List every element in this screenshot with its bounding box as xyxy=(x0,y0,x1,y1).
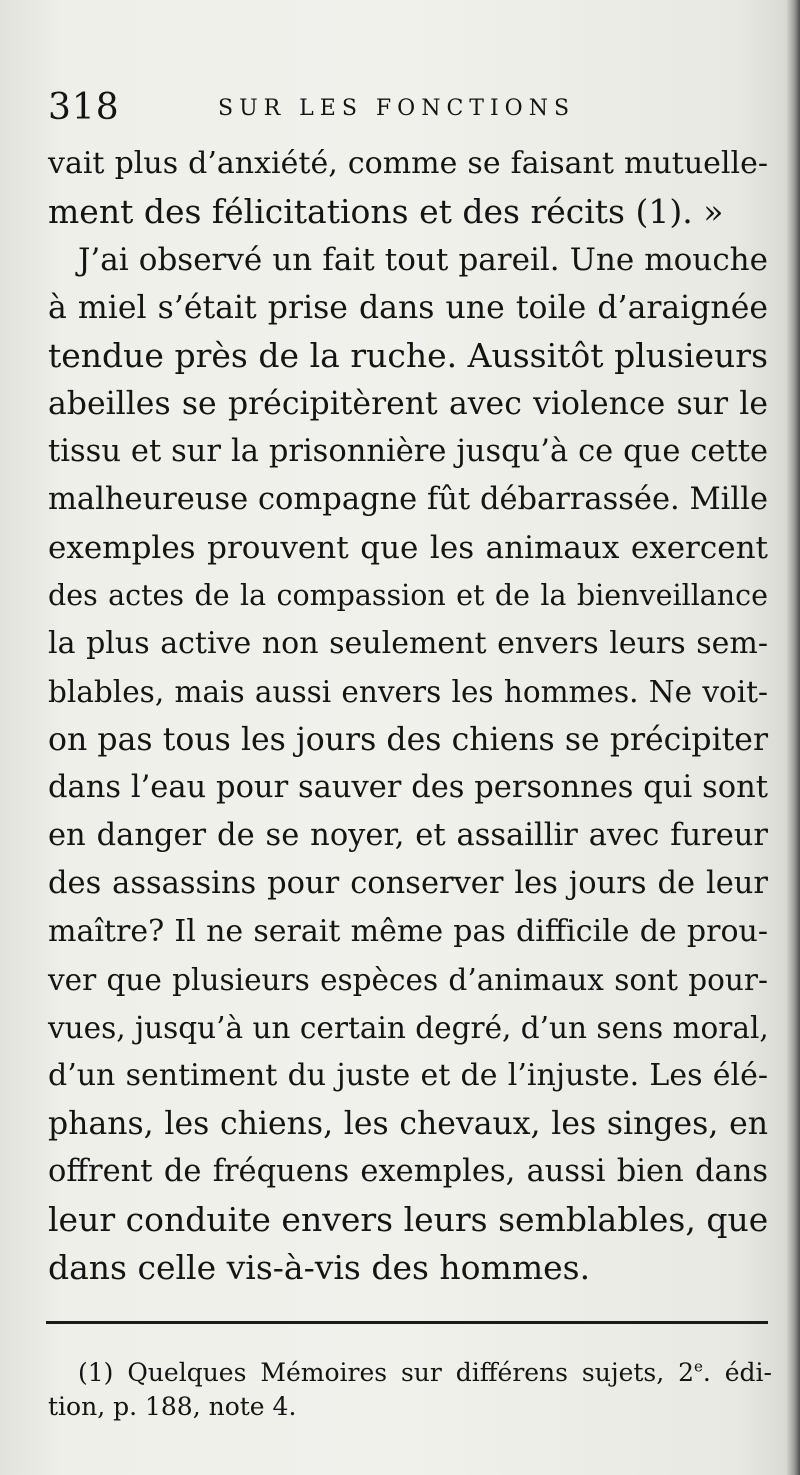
page-number: 318 xyxy=(48,87,120,128)
text-line: J’ai observé un fait tout pareil. Une mouche xyxy=(78,242,768,278)
text-line: dans celle vis-à-vis des hommes. xyxy=(48,1248,591,1287)
text-line: tissu et sur la prisonnière jusqu’à ce que cette xyxy=(48,434,768,469)
text-line: leur conduite envers leurs semblables, que xyxy=(48,1200,769,1239)
text-line: vait plus d’anxiété, comme se faisant mutuelle- xyxy=(48,146,768,181)
text-line: offrent de fréquens exemples, aussi bien dans xyxy=(48,1154,768,1189)
text-line: tendue près de la ruche. Aussitôt plusieurs xyxy=(48,336,768,375)
text-line: blables, mais aussi envers les hommes. Ne voit- xyxy=(48,675,768,709)
text-line: des assassins pour conserver les jours de leur xyxy=(48,866,768,901)
body-text xyxy=(48,140,768,1292)
text-line: dans l’eau pour sauver des personnes qui sont xyxy=(48,770,768,805)
text-line: exemples prouvent que les animaux exercent xyxy=(48,530,768,566)
text-line: d’un sentiment du juste et de l’injuste. Les élé- xyxy=(48,1058,768,1093)
text-line: à miel s’était prise dans une toile d’araignée xyxy=(48,290,768,326)
text-line: maître? Il ne serait même pas difficile de prou- xyxy=(48,914,768,949)
footnote-line: tion, p. 188, note 4. xyxy=(48,1392,297,1421)
text-line: des actes de la compassion et de la bienveillance xyxy=(48,579,768,612)
footnote-superscript: e xyxy=(694,1357,703,1376)
footnote-text-end: . édi- xyxy=(702,1358,773,1387)
text-line: la plus active non seulement envers leurs sem- xyxy=(48,626,768,661)
running-header xyxy=(48,86,748,130)
text-line: on pas tous les jours des chiens se précipiter xyxy=(48,722,768,758)
footnotes xyxy=(48,1356,772,1424)
text-line: malheureuse compagne fût débarrassée. Mille xyxy=(48,482,768,517)
text-line: en danger de se noyer, et assaillir avec fureur xyxy=(48,818,768,853)
footnote-text: (1) Quelques Mémoires sur différens sujets, 2 xyxy=(78,1358,695,1387)
text-line: abeilles se précipitèrent avec violence sur le xyxy=(48,386,768,422)
text-line: vues, jusqu’à un certain degré, d’un sens moral, xyxy=(48,1011,769,1045)
footnote-line xyxy=(48,1356,772,1390)
page-gutter-shadow xyxy=(786,0,800,1475)
footnote-rule xyxy=(46,1321,768,1324)
running-title: SUR LES FONCTIONS xyxy=(218,96,576,121)
text-line: ver que plusieurs espèces d’animaux sont pour- xyxy=(48,963,768,997)
text-line: ment des félicitations et des récits (1). » xyxy=(48,192,724,231)
text-line: phans, les chiens, les chevaux, les singes, en xyxy=(48,1106,768,1142)
